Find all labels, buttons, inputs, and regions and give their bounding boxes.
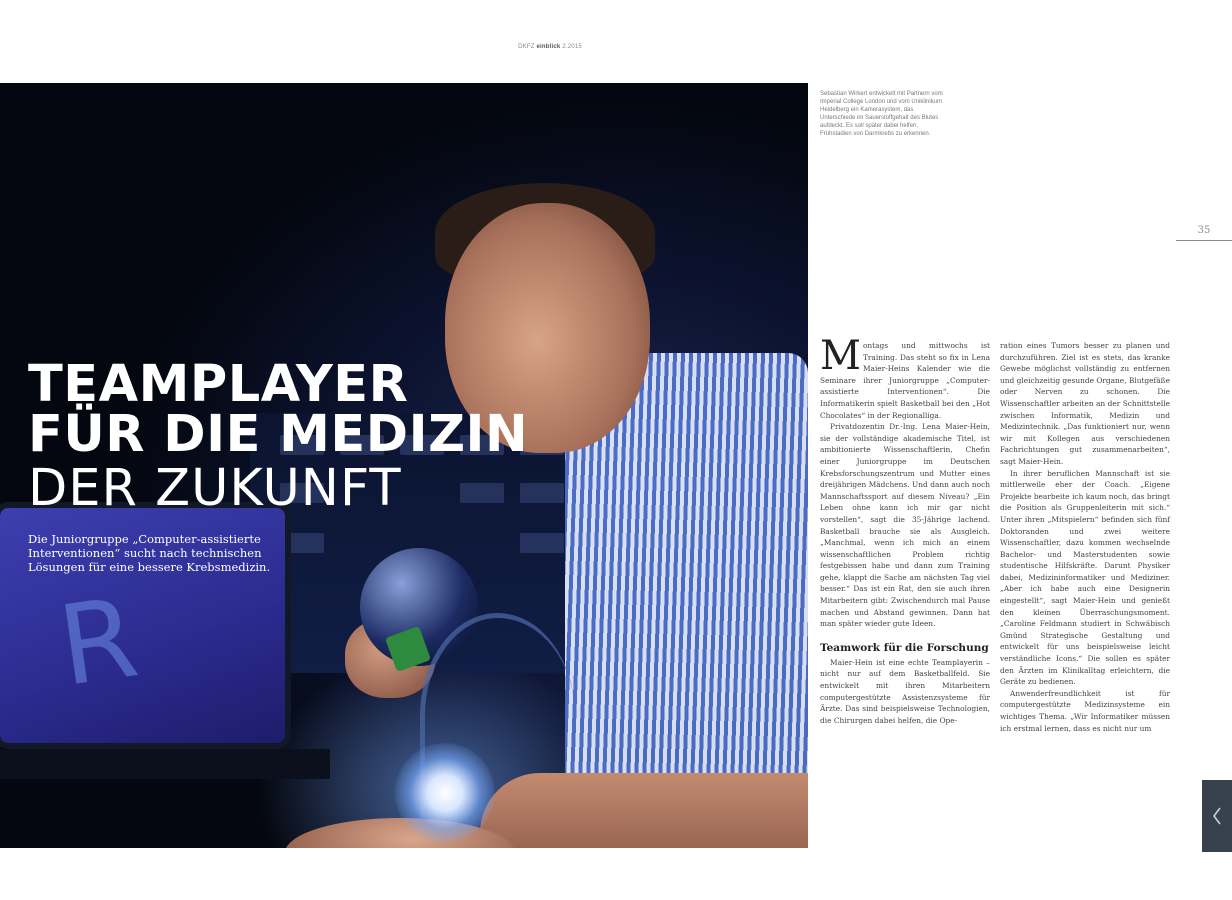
photo-caption: Sebastian Wirkert entwickelt mit Partnern vom Imperial College London und vom Uniklinikum Heidelberg ein Kamerasystem, das Unterschiede im Sauerstoffgehalt des Blutes aufdeckt. Es soll später dabei helfen, Frühstadien von Darmkrebs zu erkennen. — [820, 91, 943, 137]
previous-page-button[interactable] — [1202, 780, 1232, 852]
chevron-left-icon — [1211, 806, 1223, 826]
article-intro: Die Juniorgruppe „Computer-assistierte Interventionen“ sucht nach technischen Lösungen für eine bessere Krebsmedizin. — [28, 532, 271, 574]
paragraph: ration eines Tumors besser zu planen und durchzuführen. Ziel ist es stets, das kranke Gewebe möglichst vollständig zu entfernen und gleichzeitig gesunde Organe, Blutgefäße oder Nerven zu schonen. Die Wissenschaftler arbeiten an der Schnittstelle zwischen Informatik, Medizin und Medizintechnik. „Das funktioniert nur, wenn wir mit Kollegen aus verschiedenen Fachrichtungen gut zusammenarbeiten“, sagt Maier-Hein. — [1000, 341, 1170, 466]
page-number-rule — [1176, 240, 1232, 241]
subheading: Teamwork für die Forschung — [820, 641, 989, 654]
header-issue: 2.2015 — [560, 44, 582, 50]
paragraph — [820, 333, 990, 421]
title-line-3: DER ZUKUNFT — [28, 458, 402, 518]
header-brand: einblick — [536, 44, 561, 50]
article-column-1 — [820, 333, 990, 726]
drop-cap: M — [820, 333, 861, 379]
paragraph: Privatdozentin Dr.-Ing. Lena Maier-Hein, sie der vollständige akademische Titel, ist ambitionierte Wissenschaftlerin, Chefin einer Juniorgruppe im Deutschen Krebsforschungszentrum und Mutter eines dreijährigen Mädchens. Und dann auch noch Mannschaftssport auf diesem Niveau? „Ein Leben ohne kann ich mir gar nicht vorstellen“, sagt die 35-Jährige lachend. Basketball brauche sie als Ausgleich. „Manchmal, wenn ich mich an einem wissenschaftlichen Problem richtig festgebissen habe und dann zum Training gehe, klappt die Sache am nächsten Tag viel besser.“ Das ist ein Rat, den sie auch ihren Mitarbeitern gibt: Zwischendurch mal Pause machen und Abstand gewinnen. Dann hat man später wieder gute Ideen. — [820, 422, 990, 629]
desk — [0, 749, 330, 779]
paragraph: In ihrer beruflichen Mannschaft ist sie mittlerweile eher der Coach. „Eigene Projekte bearbeite ich kaum noch, das bringt die Position als Gruppenleiterin mit sich.“ Unter ihren „Mitspielern“ befinden sich fünf Doktoranden und zwei weitere Wissenschaftler, dazu kommen wechselnde Bachelor- und Masterstudenten sowie studentische Hilfskräfte. Darunt Physiker dabei, Medizininformatiker und Mediziner. „Aber ich habe auch eine Designerin eingestellt“, sagt Maier-Hein und genießt den kleinen Überraschungsmoment. „Caroline Feldmann studiert in Schwäbisch Gmünd Strategische Gestaltung und entwickelt für uns beispielsweise leicht verständliche Icons.“ Die sollen es später den Ärzten im Klinikalltag erleichtern, die Geräte zu bedienen. — [1000, 468, 1170, 687]
paragraph: Maier-Hein ist eine echte Teamplayerin – nicht nur auf dem Basketballfeld. Sie entwickelt mit ihren Mitarbeitern computergestützte Assistenzsysteme für Ärzte. Das sind beispielsweise Technologien, die Chirurgen dabei helfen, die Ope- — [820, 657, 990, 725]
hero-photo — [0, 83, 808, 848]
screen-letter: R — [51, 573, 145, 711]
article-column-2 — [1000, 340, 1170, 734]
issue-header — [480, 44, 620, 50]
title-line-1: TEAMPLAYER — [28, 355, 409, 414]
light-glow — [395, 743, 495, 843]
paragraph: Anwenderfreundlichkeit ist für computergestützte Medizinsysteme ein wichtiges Thema. „Wir Informatiker müssen ich erstmal lernen, dass es nicht nur um — [1000, 688, 1170, 733]
page-number: 35 — [1197, 225, 1211, 236]
paragraph-text: ontags und mittwochs ist Training. Das steht so fix in Lena Maier-Heins Kalender wie die Seminare ihrer Juniorgruppe „Computer-assistierte Interventionen“. Die Informatikerin spielt Basketball bei den „Hot Chocolates“ in der Regionalliga. — [820, 341, 990, 420]
header-prefix: DKFZ — [518, 44, 537, 50]
title-line-2: FÜR DIE MEDIZIN — [28, 404, 529, 464]
article-title — [28, 355, 529, 518]
